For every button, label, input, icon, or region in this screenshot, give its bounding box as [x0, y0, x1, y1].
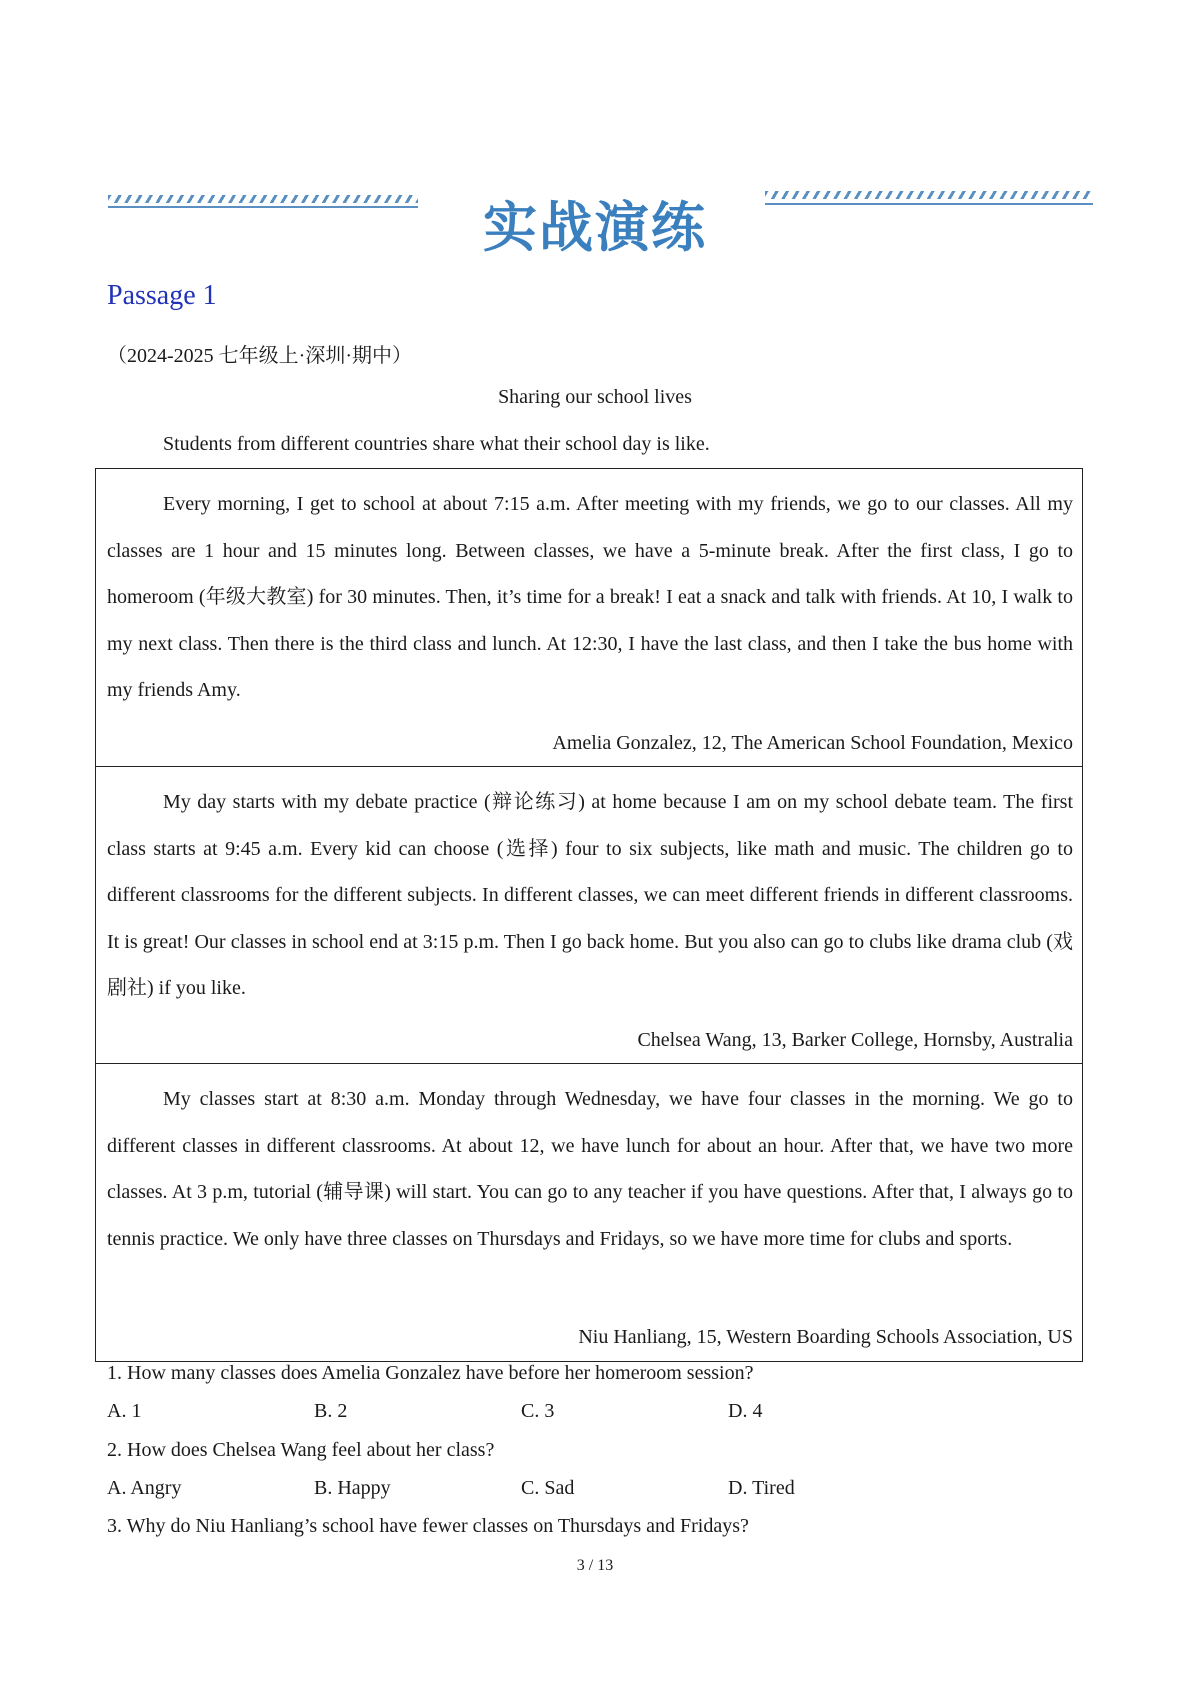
question-text: 1. How many classes does Amelia Gonzalez have before her homeroom session? — [107, 1362, 754, 1384]
option-a: A. 1 — [107, 1400, 142, 1422]
option-a: A. Angry — [107, 1477, 182, 1499]
article-title: Sharing our school lives — [498, 386, 692, 408]
entry-box — [95, 468, 1083, 767]
article-intro: Students from different countries share what their school day is like. — [163, 433, 710, 455]
entry-box — [95, 1063, 1083, 1362]
option-c: C. Sad — [521, 1477, 575, 1499]
banner-decoration-right — [765, 191, 1093, 205]
entry-signature: Chelsea Wang, 13, Barker College, Hornsby, Australia — [637, 1029, 1073, 1051]
section-title: 实战演练 — [483, 196, 707, 259]
entry-text: My classes start at 8:30 a.m. Monday through Wednesday, we have four classes in the morning. We go to different classes in different classrooms. At about 12, we have lunch for about an hour. After that, we have two more classes. At 3 p.m, tutorial (辅导课) will start. You can go to any teacher if you have questions. After that, I always go to tennis practice. We only have three classes on Thursdays and Fridays, so we have more time for clubs and sports. — [107, 1088, 1073, 1250]
option-c: C. 3 — [521, 1400, 555, 1422]
passage-heading: Passage 1 — [107, 280, 217, 311]
option-d: D. Tired — [728, 1477, 795, 1499]
entry-signature: Niu Hanliang, 15, Western Boarding Schools Association, US — [578, 1326, 1073, 1348]
entry-box — [95, 766, 1083, 1064]
entry-text: My day starts with my debate practice (辩论练习) at home because I am on my school debate team. The first class starts at 9:45 a.m. Every kid can choose (选择) four to six subjects, like math and music. The children go to different classrooms for the different subjects. In different classes, we can meet different friends in different classrooms. It is great! Our classes in school end at 3:15 p.m. Then I go back home. But you also can go to clubs like drama club (戏剧社) if you like. — [107, 791, 1073, 999]
option-b: B. Happy — [314, 1477, 391, 1499]
option-b: B. 2 — [314, 1400, 348, 1422]
question-text: 2. How does Chelsea Wang feel about her class? — [107, 1439, 495, 1461]
entry-signature: Amelia Gonzalez, 12, The American School Foundation, Mexico — [552, 732, 1073, 754]
entry-text: Every morning, I get to school at about 7:15 a.m. After meeting with my friends, we go to our classes. All my classes are 1 hour and 15 minutes long. Between classes, we have a 5-minute break. After the first class, I go to homeroom (年级大教室) for 30 minutes. Then, it’s time for a break! I eat a snack and talk with friends. At 10, I walk to my next class. Then there is the third class and lunch. At 12:30, I have the last class, and then I take the bus home with my friends Amy. — [107, 493, 1073, 701]
passage-source: （2024-2025 七年级上·深圳·期中） — [107, 345, 412, 367]
option-d: D. 4 — [728, 1400, 763, 1422]
page-number: 3 / 13 — [576, 1557, 614, 1574]
question-text: 3. Why do Niu Hanliang’s school have fewer classes on Thursdays and Fridays? — [107, 1515, 749, 1537]
section-banner — [0, 183, 1190, 263]
